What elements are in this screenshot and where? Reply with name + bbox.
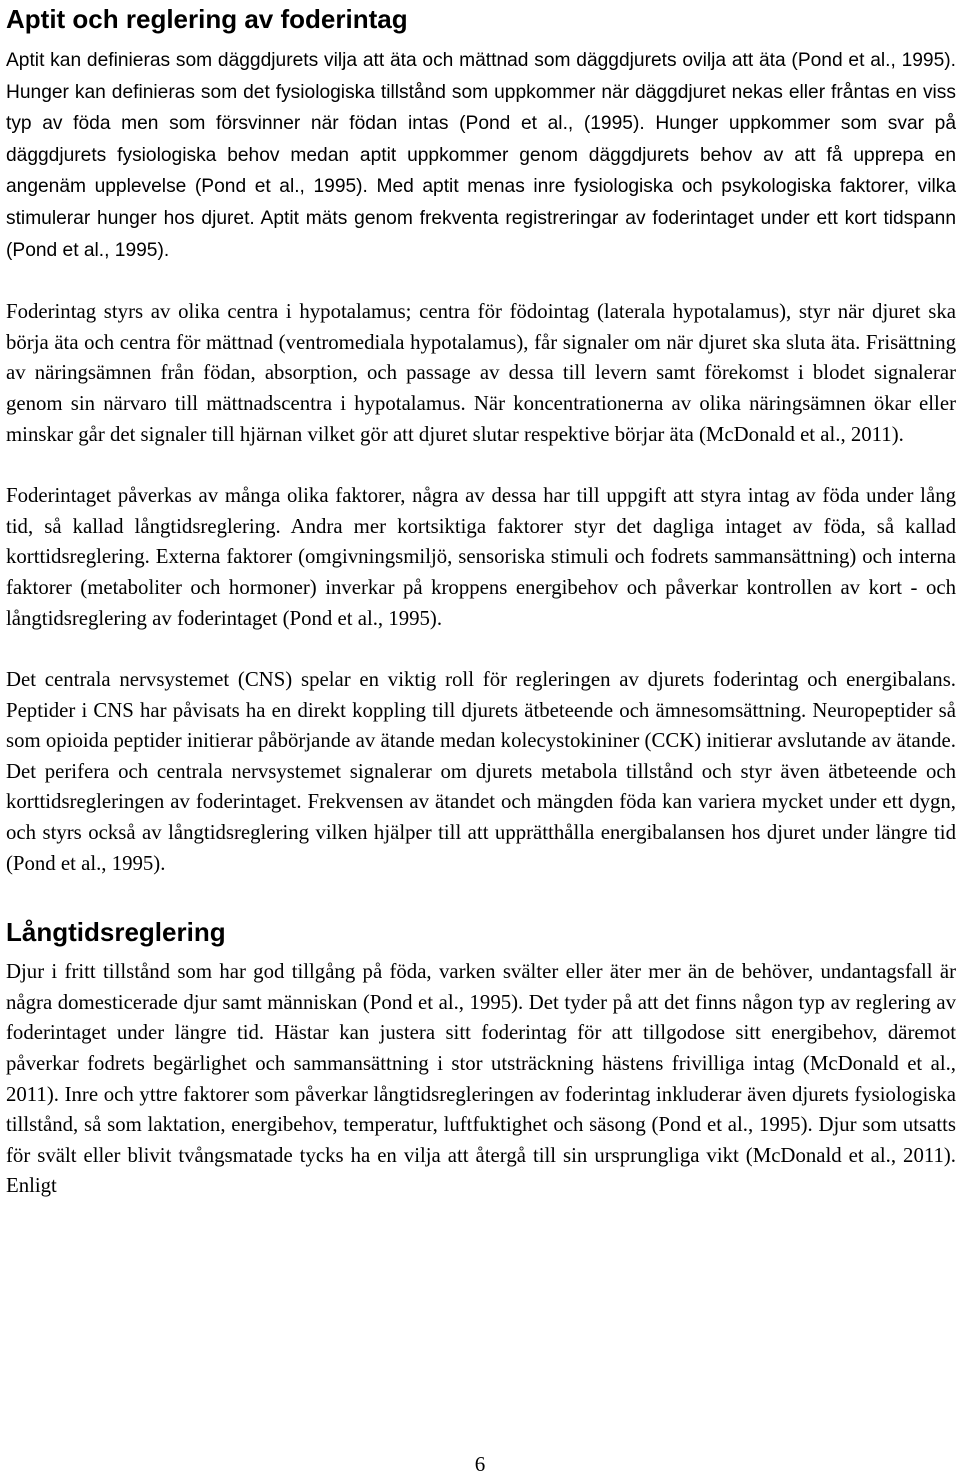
paragraph-intake-factors: Foderintaget påverkas av många olika faktorer, några av dessa har till uppgift att styra intag av föda under lång tid, så kallad långtidsreglering. Andra mer kortsiktiga faktorer styr det dagliga intaget av föda, så kallad korttidsreglering. Externa faktorer (omgivningsmiljö, sensoriska stimuli och fodrets sammansättning) och interna faktorer (metaboliter och hormoner) inverkar på kroppens energibehov och påverkar kontrollen av kort - och långtidsreglering av foderintaget (Pond et al., 1995). xyxy=(6,484,956,630)
sentence-appetite: Aptit kan definieras som däggdjurets vilja att äta och mättnad som däggdjurets ovilja att äta (Pond et al., 1995). xyxy=(6,50,956,71)
sentence-hunger-definition: Hunger kan definieras som det fysiologiska tillstånd som uppkommer när däggdjuret nekas eller fråntas en viss typ av föda men som försvinner när födan intas (Pond et al., (1995). xyxy=(6,81,956,135)
sentence-hunger-origin: Hunger uppkommer som svar på däggdjurets fysiologiska behov medan aptit uppkommer genom däggdjurets behov av att få upprepa en angenäm upplevelse (Pond et al., 1995). xyxy=(6,113,956,198)
paragraph-cns: Det centrala nervsystemet (CNS) spelar en viktig roll för regleringen av djurets foderintag och energibalans. Peptider i CNS har påvisats ha en direkt koppling till djurets ätbeteende och ämnesomsättning. Neuropeptider så som opioida peptider initierar påbörjande av ätande medan kolecystokininer (CCK) initierar avslutande av ätande. Det perifera och centrala nervsystemet signalerar om djurets metabola tillstånd och styr även ätbeteende och korttidsregleringen av foderintaget. Frekvensen av ätandet och mängden föda kan variera mycket under ett dygn, och styrs också av långtidsreglering vilken hjälper till att upprätthålla energibalansen hos djuret under längre tid (Pond et al., 1995). xyxy=(6,668,956,875)
page-number: 6 xyxy=(474,1452,486,1476)
subsection-heading: Långtidsreglering xyxy=(6,917,226,948)
sentence-appetite-factors: Med aptit menas inre fysiologiska och psykologiska faktorer, vilka stimulerar hunger hos djuret. xyxy=(6,176,956,229)
paragraph-hypothalamus: Foderintag styrs av olika centra i hypotalamus; centra för födointag (laterala hypotalamus), styr när djuret ska börja äta och centra för mättnad (ventromediala hypotalamus), får signaler om när djuret ska sluta äta. Frisättning av näringsämnen från födan, absorption, och passage av dessa till levern samt förekomst i blodet signalerar genom sin närvaro till mättnadscentra i hypotalamus. När koncentrationerna av olika näringsämnen ökar eller minskar går det signaler till hjärnan vilket gör att djuret slutar respektive börjar äta (McDonald et al., 2011). xyxy=(6,300,956,446)
paragraph-long-term-regulation: Djur i fritt tillstånd som har god tillgång på föda, varken svälter eller äter mer än de behöver, undantagsfall är några domesticerade djur samt människan (Pond et al., 1995). Det tyder på att det finns någon typ av reglering av foderintaget under längre tid. Hästar kan justera sitt foderintag för att tillgodose sitt energibehov, däremot påverkar fodrets begärlighet och sammansättning i stor utsträckning hästens frivilliga intag (McDonald et al., 2011). Inre och yttre faktorer som påverkar långtidsregleringen av foderintag inkluderar även djurets fysiologiska tillstånd, så som laktation, energibehov, temperatur, luftfuktighet och säsong (Pond et al., 1995). Djur som utsatts för svält eller blivit tvångsmatade tycks ha en vilja att återgå till sin ursprungliga vikt (McDonald et al., 2011). Enligt xyxy=(6,960,956,1198)
sentence-appetite-measurement: Aptit mäts genom frekventa registreringar av foderintaget under ett kort tidspann (Pond et al., 1995). xyxy=(6,207,956,261)
section-heading: Aptit och reglering av foderintag xyxy=(6,4,408,34)
document-page xyxy=(6,0,956,1202)
paragraph-appetite-definition xyxy=(6,45,956,266)
